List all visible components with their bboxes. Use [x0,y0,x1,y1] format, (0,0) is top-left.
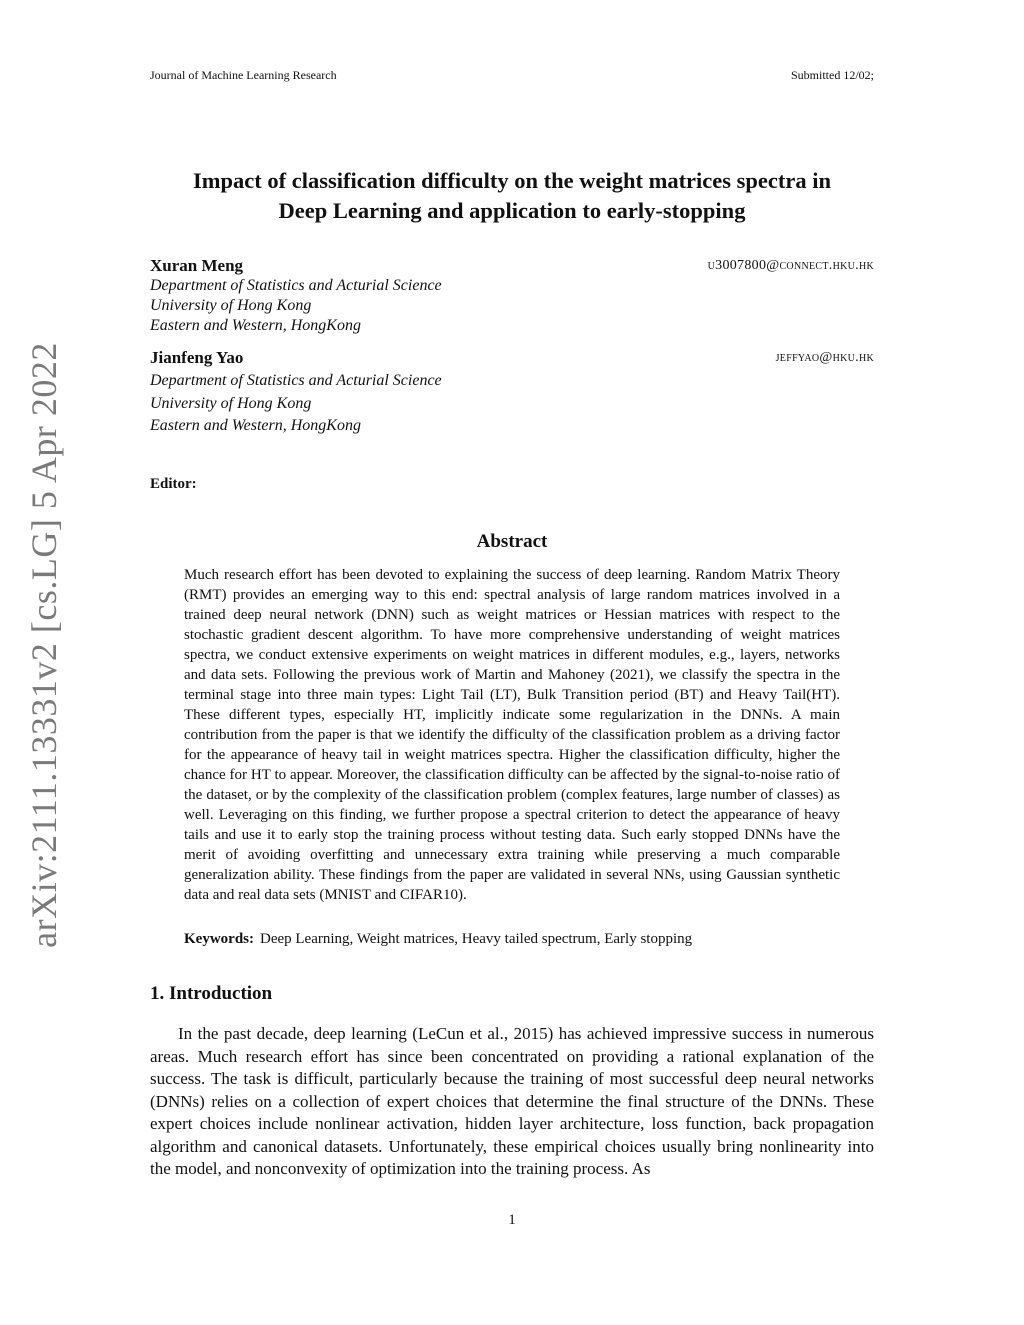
paper-title [120,166,904,226]
author-department: Department of Statistics and Acturial Science [150,372,442,389]
keywords-list: Deep Learning, Weight matrices, Heavy tailed spectrum, Early stopping [260,931,693,947]
author-university: University of Hong Kong [150,394,312,412]
author-block [150,348,874,438]
author-name: Xuran Meng [150,256,244,275]
section-paragraph: In the past decade, deep learning (LeCun et al., 2015) has achieved impressive success in numerous areas. Much research effort has since been concentrated on providing a rational explanation of the success. The task is difficult, particularly because the training of most successful deep neural networks (DNNs) relies on a collection of expert choices that determine the final structure of the DNNs. These expert choices include nonlinear activation, hidden layer architecture, loss function, back propagation algorithm and canonical datasets. Unfortunately, these empirical choices usually bring nonlinearity into the model, and nonconvexity of optimization into the training process. As [150,1024,874,1178]
page-number: 1 [508,1212,516,1228]
author-department: Department of Statistics and Acturial Science [150,277,442,294]
abstract-heading: Abstract [476,531,548,552]
author-location: Eastern and Western, HongKong [150,417,361,434]
submission-date: Submitted 12/02; [790,68,874,82]
title-line: Deep Learning and application to early-stopping [278,198,746,223]
title-line: Impact of classification difficulty on the weight matrices spectra in [192,168,832,193]
author-email: u3007800@connect.hku.hk [707,258,874,273]
section-heading: 1. Introduction [150,983,273,1004]
author-block [150,256,874,336]
author-name: Jianfeng Yao [150,348,244,367]
keywords [184,931,840,948]
arxiv-identifier: arXiv:2111.13331v2 [cs.LG] 5 Apr 2022 [24,342,64,948]
author-email: jeffyao@hku.hk [775,350,874,365]
journal-name: Journal of Machine Learning Research [150,68,337,82]
author-location: Eastern and Western, HongKong [150,317,361,334]
author-university: University of Hong Kong [150,297,312,314]
keywords-label: Keywords: [184,931,254,947]
editor-label: Editor: [150,476,197,492]
abstract-text: Much research effort has been devoted to explaining the success of deep learning. Random Matrix Theory (RMT) provides an emerging way to this end: spectral analysis of large random matrices involved in a trained deep neural network (DNN) such as weight matrices or Hessian matrices with respect to the stochastic gradient descent algorithm. To have more comprehensive understanding of weight matrices spectra, we conduct extensive experiments on weight matrices in different modules, e.g., layers, networks and data sets. Following the previous work of Martin and Mahoney (2021), we classify the spectra in the terminal stage into three main types: Light Tail (LT), Bulk Transition period (BT) and Heavy Tail(HT). These different types, especially HT, implicitly indicate some regularization in the DNNs. A main contribution from the paper is that we identify the difficulty of the classification problem as a driving factor for the appearance of heavy tail in weight matrices spectra. Higher the classification difficulty, higher the chance for HT to appear. Moreover, the classification difficulty can be affected by the signal-to-noise ratio of the dataset, or by the complexity of the classification problem (complex features, large number of classes) as well. Leveraging on this finding, we further propose a spectral criterion to detect the appearance of heavy tails and use it to early stop the training process without testing data. Such early stopped DNNs have the merit of avoiding overfitting and unnecessary extra training while preserving a much comparable generalization ability. These findings from the paper are validated in several NNs, using Gaussian synthetic data and real data sets (MNIST and CIFAR10). [184,567,840,903]
